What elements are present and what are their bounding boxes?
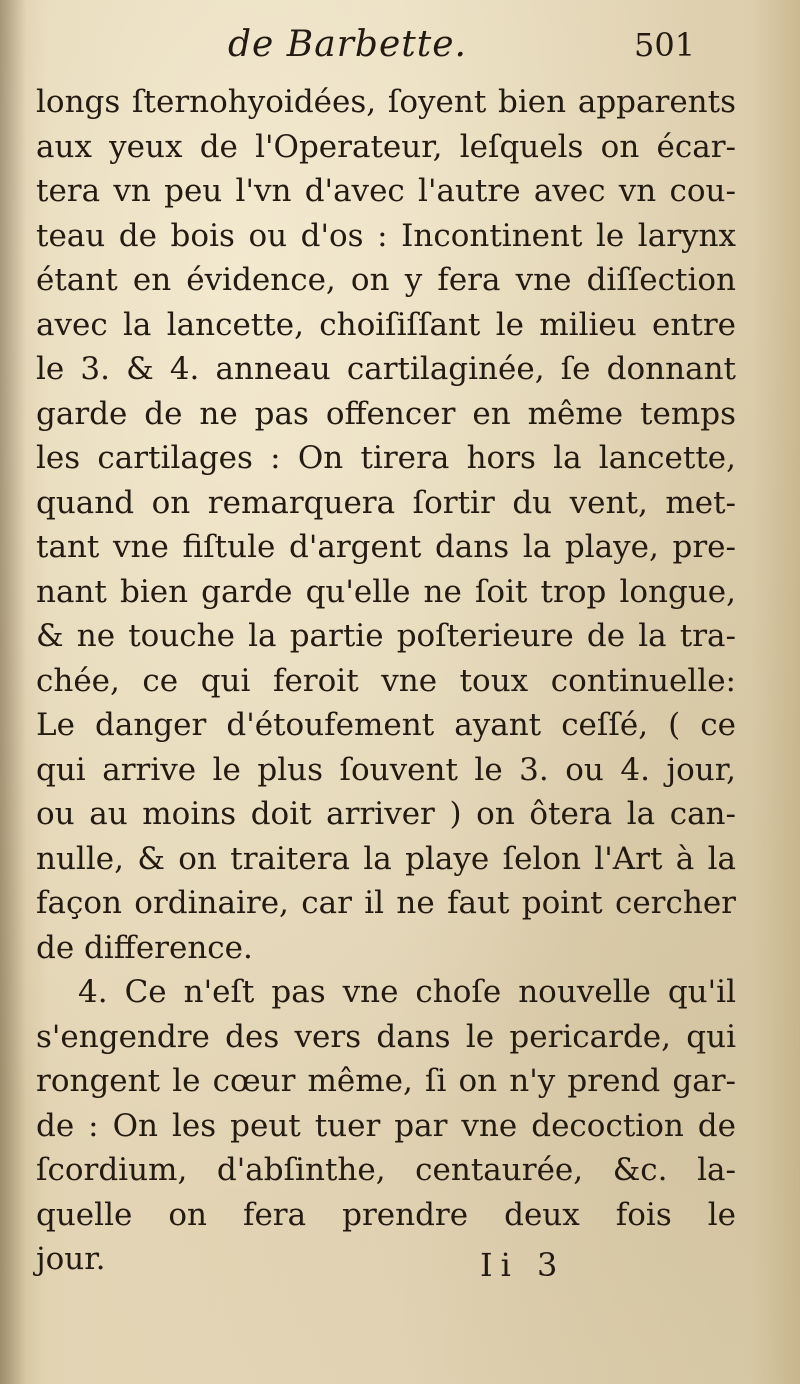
- text-line: étant en évidence, on y fera vne diſſection: [36, 262, 736, 298]
- text-line: quand on remarquera ſortir du vent, met-: [36, 484, 736, 521]
- text-line: ou au moins doit arriver ) on ôtera la can-: [36, 796, 736, 832]
- gutter-shadow: [0, 0, 26, 1384]
- signature-mark: Ii 3: [480, 1246, 566, 1284]
- text-line: 4. Ce n'eſt pas vne choſe nouvelle qu'il: [78, 974, 736, 1010]
- text-line: nant bien garde qu'elle ne ſoit trop longue,: [36, 573, 736, 610]
- text-line: rongent le cœur même, ſi on n'y prend gar-: [36, 1063, 736, 1099]
- text-line: teau de bois ou d'os : Incontinent le larynx: [36, 217, 736, 254]
- text-line: de difference.: [36, 929, 253, 966]
- text-line: Le danger d'étoufement ayant ceſſé, ( ce: [36, 707, 736, 743]
- text-line: de : On les peut tuer par vne decoction de: [36, 1107, 736, 1144]
- text-line: jour.: [36, 1241, 106, 1277]
- text-line: quelle on fera prendre deux fois le: [36, 1196, 736, 1233]
- page-number: 501: [634, 26, 696, 64]
- text-line: & ne touche la partie poſterieure de la tra-: [36, 618, 736, 654]
- text-line: chée, ce qui feroit vne toux continuelle:: [36, 662, 736, 699]
- text-line: aux yeux de l'Operateur, leſquels on écar-: [36, 128, 736, 165]
- text-line: longs ſternohyoidées, ſoyent bien apparents: [36, 84, 736, 120]
- text-line: qui arrive le plus ſouvent le 3. ou 4. jour,: [36, 751, 736, 788]
- text-line: le 3. & 4. anneau cartilaginée, ſe donnant: [36, 351, 736, 387]
- running-head: [0, 18, 800, 78]
- text-line: avec la lancette, choiſiſſant le milieu entre: [36, 306, 736, 343]
- text-line: tant vne fiſtule d'argent dans la playe, pre-: [36, 529, 736, 565]
- text-line: s'engendre des vers dans le pericarde, qui: [36, 1018, 736, 1055]
- text-line: ſcordium, d'abſinthe, centaurée, &c. la-: [36, 1152, 736, 1188]
- text-line: façon ordinaire, car il ne faut point cercher: [36, 885, 736, 921]
- text-line: nulle, & on traitera la playe ſelon l'Art à la: [36, 840, 736, 877]
- text-line: les cartilages : On tirera hors la lancette,: [36, 440, 736, 476]
- text-line: tera vn peu l'vn d'avec l'autre avec vn cou-: [36, 173, 736, 209]
- body-text: [36, 80, 736, 1282]
- text-line: garde de ne pas offencer en même temps: [36, 395, 736, 432]
- running-title: de Barbette.: [228, 24, 467, 65]
